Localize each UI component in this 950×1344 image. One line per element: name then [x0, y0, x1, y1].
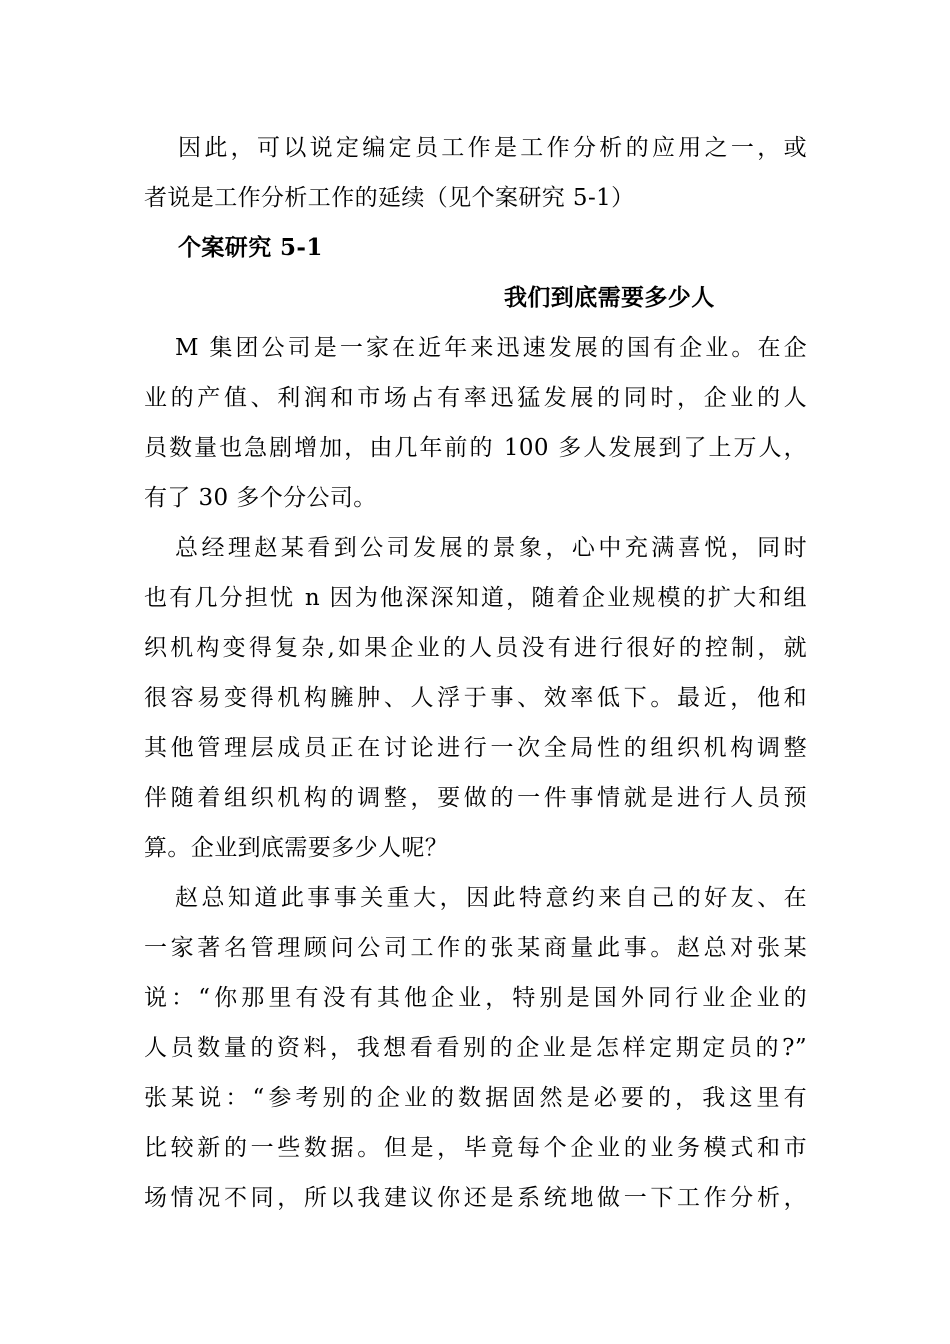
paragraph-line: 场情况不同，所以我建议你还是系统地做一下工作分析， [144, 1185, 807, 1211]
document-body [144, 0, 807, 1344]
paragraph-line: 织机构变得复杂,如果企业的人员没有进行很好的控制，就 [144, 635, 807, 661]
paragraph-line: 人员数量的资料，我想看看别的企业是怎样定期定员的?” [144, 1035, 807, 1061]
paragraph-line: M 集团公司是一家在近年来迅速发展的国有企业。在企 [175, 335, 807, 361]
paragraph-line: 也有几分担忧 n 因为他深深知道，随着企业规模的扩大和组 [144, 585, 807, 611]
paragraph-line: 业的产值、利润和市场占有率迅猛发展的同时，企业的人 [144, 385, 807, 411]
intro-line: 者说是工作分析工作的延续（见个案研究 5-1） [144, 185, 635, 211]
paragraph-line: 伴随着组织机构的调整，要做的一件事情就是进行人员预 [144, 785, 807, 811]
paragraph-line: 很容易变得机构臃肿、人浮于事、效率低下。最近，他和 [144, 685, 807, 711]
paragraph-line: 员数量也急剧增加，由几年前的 100 多人发展到了上万人， [144, 435, 807, 461]
paragraph-line: 说：“你那里有没有其他企业，特别是国外同行业企业的 [144, 985, 807, 1011]
case-label: 个案研究 5-1 [178, 234, 323, 261]
case-title: 我们到底需要多少人 [504, 284, 715, 311]
paragraph-line: 其他管理层成员正在讨论进行一次全局性的组织机构调整 [144, 735, 807, 761]
intro-line: 因此，可以说定编定员工作是工作分析的应用之一，或 [178, 135, 807, 161]
paragraph-line: 张某说：“参考别的企业的数据固然是必要的，我这里有 [144, 1085, 807, 1111]
paragraph-line: 一家著名管理顾问公司工作的张某商量此事。赵总对张某 [144, 935, 807, 961]
paragraph-line: 比较新的一些数据。但是，毕竟每个企业的业务模式和市 [144, 1135, 807, 1161]
paragraph-line: 算。企业到底需要多少人呢？ [144, 835, 449, 861]
paragraph-line: 总经理赵某看到公司发展的景象，心中充满喜悦，同时 [175, 535, 807, 561]
paragraph-line: 有了 30 多个分公司。 [144, 485, 377, 511]
paragraph-line: 赵总知道此事事关重大，因此特意约来自己的好友、在 [175, 885, 807, 911]
